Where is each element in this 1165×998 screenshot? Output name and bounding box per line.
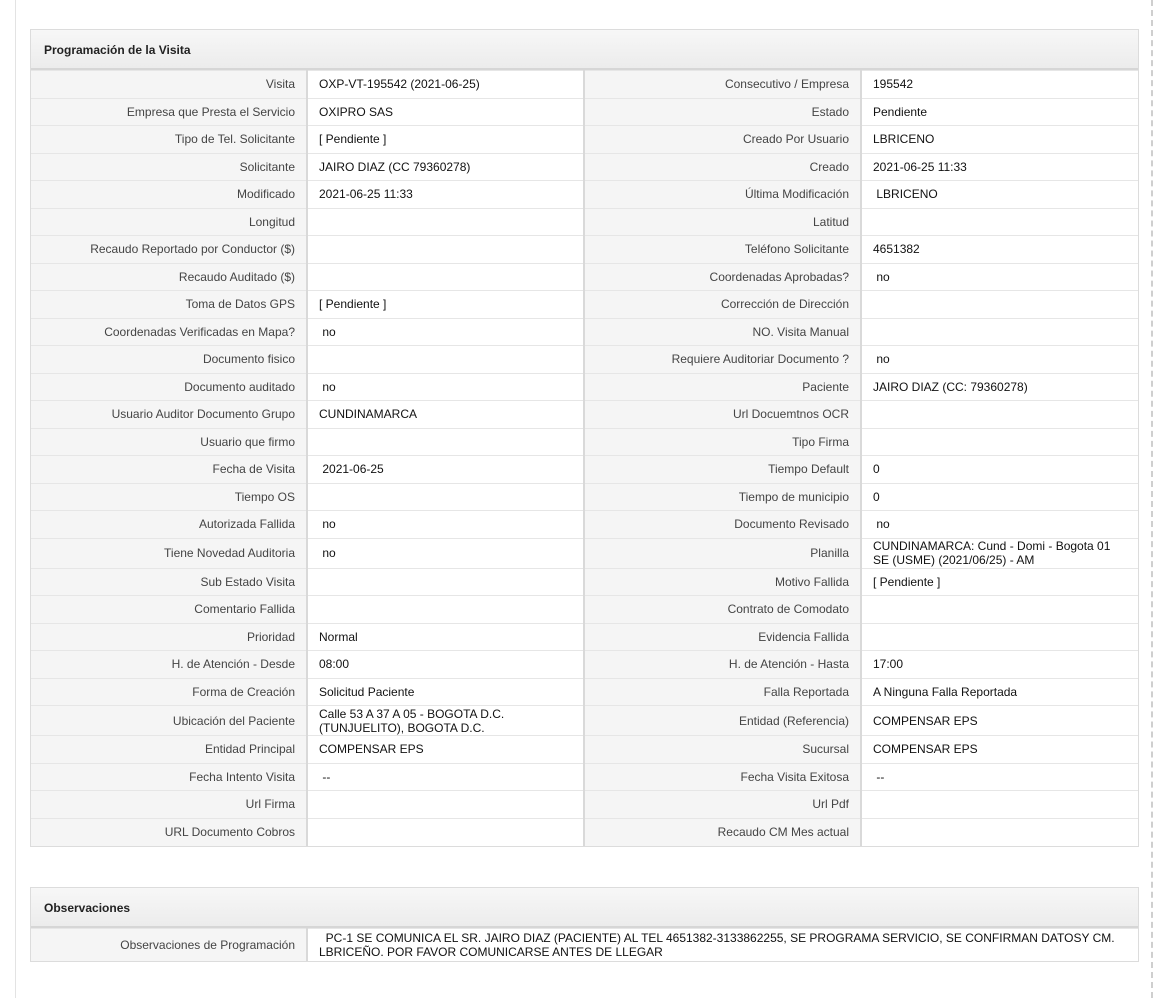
field-label: Fecha Visita Exitosa — [584, 763, 861, 791]
detail-row — [31, 791, 1138, 819]
observations-panel — [30, 887, 1139, 962]
field-label: Entidad (Referencia) — [584, 706, 861, 736]
field-label: Tiempo Default — [584, 456, 861, 484]
detail-row — [31, 483, 1138, 511]
page-frame-left-border — [15, 0, 16, 998]
field-value: Calle 53 A 37 A 05 - BOGOTA D.C. (TUNJUELITO), BOGOTA D.C. — [307, 706, 584, 736]
detail-row — [31, 401, 1138, 429]
field-label: Tipo Firma — [584, 428, 861, 456]
detail-row — [31, 651, 1138, 679]
field-value: COMPENSAR EPS — [307, 736, 584, 764]
field-value: OXIPRO SAS — [307, 98, 584, 126]
field-value — [861, 401, 1138, 429]
field-label: Url Pdf — [584, 791, 861, 819]
field-value: OXP-VT-195542 (2021-06-25) — [307, 71, 584, 99]
field-label: Prioridad — [31, 623, 307, 651]
field-label: Forma de Creación — [31, 678, 307, 706]
field-label: H. de Atención - Hasta — [584, 651, 861, 679]
observations-label: Observaciones de Programación — [31, 929, 307, 961]
field-value — [861, 596, 1138, 624]
visit-programming-header: Programación de la Visita — [31, 30, 1138, 70]
field-label: Url Docuemtnos OCR — [584, 401, 861, 429]
field-label: Longitud — [31, 208, 307, 236]
field-label: Planilla — [584, 538, 861, 568]
detail-row — [31, 126, 1138, 154]
field-label: Tipo de Tel. Solicitante — [31, 126, 307, 154]
field-value: 4651382 — [861, 236, 1138, 264]
detail-row — [31, 71, 1138, 99]
field-label: H. de Atención - Desde — [31, 651, 307, 679]
observations-value: PC-1 SE COMUNICA EL SR. JAIRO DIAZ (PACIENTE) AL TEL 4651382-3133862255, SE PROGRAMA SERVICIO, SE CONFIRMAN DATOSY CM. LBRICEÑO. POR FAVOR COMUNICARSE ANTES DE LLEGAR — [307, 929, 1138, 961]
field-value: no — [307, 538, 584, 568]
field-value — [861, 291, 1138, 319]
detail-row — [31, 678, 1138, 706]
field-label: Corrección de Dirección — [584, 291, 861, 319]
field-value: [ Pendiente ] — [307, 126, 584, 154]
field-value: JAIRO DIAZ (CC 79360278) — [307, 153, 584, 181]
field-label: Coordenadas Aprobadas? — [584, 263, 861, 291]
field-label: Recaudo CM Mes actual — [584, 818, 861, 846]
field-label: Requiere Auditoriar Documento ? — [584, 346, 861, 374]
detail-row — [31, 456, 1138, 484]
field-value: 195542 — [861, 71, 1138, 99]
field-label: Documento auditado — [31, 373, 307, 401]
field-value — [861, 623, 1138, 651]
field-value: 0 — [861, 483, 1138, 511]
visit-programming-panel — [30, 29, 1139, 847]
observations-header: Observaciones — [31, 888, 1138, 928]
field-value — [307, 568, 584, 596]
field-value — [861, 818, 1138, 846]
detail-row — [31, 373, 1138, 401]
field-value: 2021-06-25 — [307, 456, 584, 484]
visit-details-table — [31, 70, 1138, 846]
detail-row — [31, 538, 1138, 568]
field-value: CUNDINAMARCA: Cund - Domi - Bogota 01 SE (USME) (2021/06/25) - AM — [861, 538, 1138, 568]
field-label: Coordenadas Verificadas en Mapa? — [31, 318, 307, 346]
field-value: 2021-06-25 11:33 — [307, 181, 584, 209]
field-value: COMPENSAR EPS — [861, 706, 1138, 736]
field-value: 17:00 — [861, 651, 1138, 679]
field-value: CUNDINAMARCA — [307, 401, 584, 429]
field-value: no — [861, 511, 1138, 539]
field-label: Motivo Fallida — [584, 568, 861, 596]
field-label: Tiempo OS — [31, 483, 307, 511]
detail-row — [31, 623, 1138, 651]
field-label: Sub Estado Visita — [31, 568, 307, 596]
field-value: COMPENSAR EPS — [861, 736, 1138, 764]
detail-row — [31, 736, 1138, 764]
detail-row — [31, 511, 1138, 539]
field-label: Visita — [31, 71, 307, 99]
field-label: Consecutivo / Empresa — [584, 71, 861, 99]
field-label: Documento Revisado — [584, 511, 861, 539]
field-label: Creado Por Usuario — [584, 126, 861, 154]
field-value: 08:00 — [307, 651, 584, 679]
field-value: Pendiente — [861, 98, 1138, 126]
field-value: [ Pendiente ] — [307, 291, 584, 319]
field-label: Usuario que firmo — [31, 428, 307, 456]
detail-row — [31, 181, 1138, 209]
field-label: Documento fisico — [31, 346, 307, 374]
field-label: Url Firma — [31, 791, 307, 819]
field-value — [307, 596, 584, 624]
field-label: Recaudo Auditado ($) — [31, 263, 307, 291]
field-label: Tiempo de municipio — [584, 483, 861, 511]
field-value: Solicitud Paciente — [307, 678, 584, 706]
field-label: Sucursal — [584, 736, 861, 764]
detail-row — [31, 98, 1138, 126]
detail-row — [31, 428, 1138, 456]
field-label: URL Documento Cobros — [31, 818, 307, 846]
field-value: 2021-06-25 11:33 — [861, 153, 1138, 181]
field-value: no — [307, 511, 584, 539]
field-label: Autorizada Fallida — [31, 511, 307, 539]
field-value — [307, 346, 584, 374]
field-label: Comentario Fallida — [31, 596, 307, 624]
field-value: LBRICENO — [861, 181, 1138, 209]
field-value: -- — [861, 763, 1138, 791]
field-value: JAIRO DIAZ (CC: 79360278) — [861, 373, 1138, 401]
field-value — [307, 791, 584, 819]
field-label: Falla Reportada — [584, 678, 861, 706]
field-value: -- — [307, 763, 584, 791]
field-value — [861, 318, 1138, 346]
field-label: Tiene Novedad Auditoria — [31, 538, 307, 568]
field-label: Evidencia Fallida — [584, 623, 861, 651]
detail-row — [31, 346, 1138, 374]
field-value: 0 — [861, 456, 1138, 484]
detail-row — [31, 208, 1138, 236]
detail-row — [31, 596, 1138, 624]
field-label: Fecha de Visita — [31, 456, 307, 484]
detail-row — [31, 568, 1138, 596]
detail-row — [31, 236, 1138, 264]
field-value — [861, 428, 1138, 456]
detail-row — [31, 318, 1138, 346]
field-value — [307, 236, 584, 264]
detail-row — [31, 291, 1138, 319]
field-label: Recaudo Reportado por Conductor ($) — [31, 236, 307, 264]
field-label: Contrato de Comodato — [584, 596, 861, 624]
field-label: NO. Visita Manual — [584, 318, 861, 346]
field-value — [307, 263, 584, 291]
field-value: LBRICENO — [861, 126, 1138, 154]
field-value: A Ninguna Falla Reportada — [861, 678, 1138, 706]
field-label: Modificado — [31, 181, 307, 209]
detail-row — [31, 706, 1138, 736]
field-label: Última Modificación — [584, 181, 861, 209]
detail-row — [31, 153, 1138, 181]
field-label: Latitud — [584, 208, 861, 236]
field-label: Fecha Intento Visita — [31, 763, 307, 791]
field-value — [307, 208, 584, 236]
field-label: Creado — [584, 153, 861, 181]
field-value — [861, 208, 1138, 236]
field-label: Empresa que Presta el Servicio — [31, 98, 307, 126]
observations-table — [31, 928, 1138, 961]
field-value — [861, 791, 1138, 819]
field-value: Normal — [307, 623, 584, 651]
field-value: [ Pendiente ] — [861, 568, 1138, 596]
field-value — [307, 818, 584, 846]
field-value: no — [861, 263, 1138, 291]
detail-row — [31, 763, 1138, 791]
observations-row — [31, 929, 1138, 961]
field-label: Usuario Auditor Documento Grupo — [31, 401, 307, 429]
field-label: Ubicación del Paciente — [31, 706, 307, 736]
field-label: Solicitante — [31, 153, 307, 181]
field-value: no — [861, 346, 1138, 374]
detail-row — [31, 818, 1138, 846]
field-value — [307, 483, 584, 511]
field-label: Entidad Principal — [31, 736, 307, 764]
field-value — [307, 428, 584, 456]
page-frame-right-border — [1151, 0, 1153, 998]
field-label: Teléfono Solicitante — [584, 236, 861, 264]
field-value: no — [307, 318, 584, 346]
field-label: Toma de Datos GPS — [31, 291, 307, 319]
detail-row — [31, 263, 1138, 291]
field-value: no — [307, 373, 584, 401]
field-label: Estado — [584, 98, 861, 126]
field-label: Paciente — [584, 373, 861, 401]
